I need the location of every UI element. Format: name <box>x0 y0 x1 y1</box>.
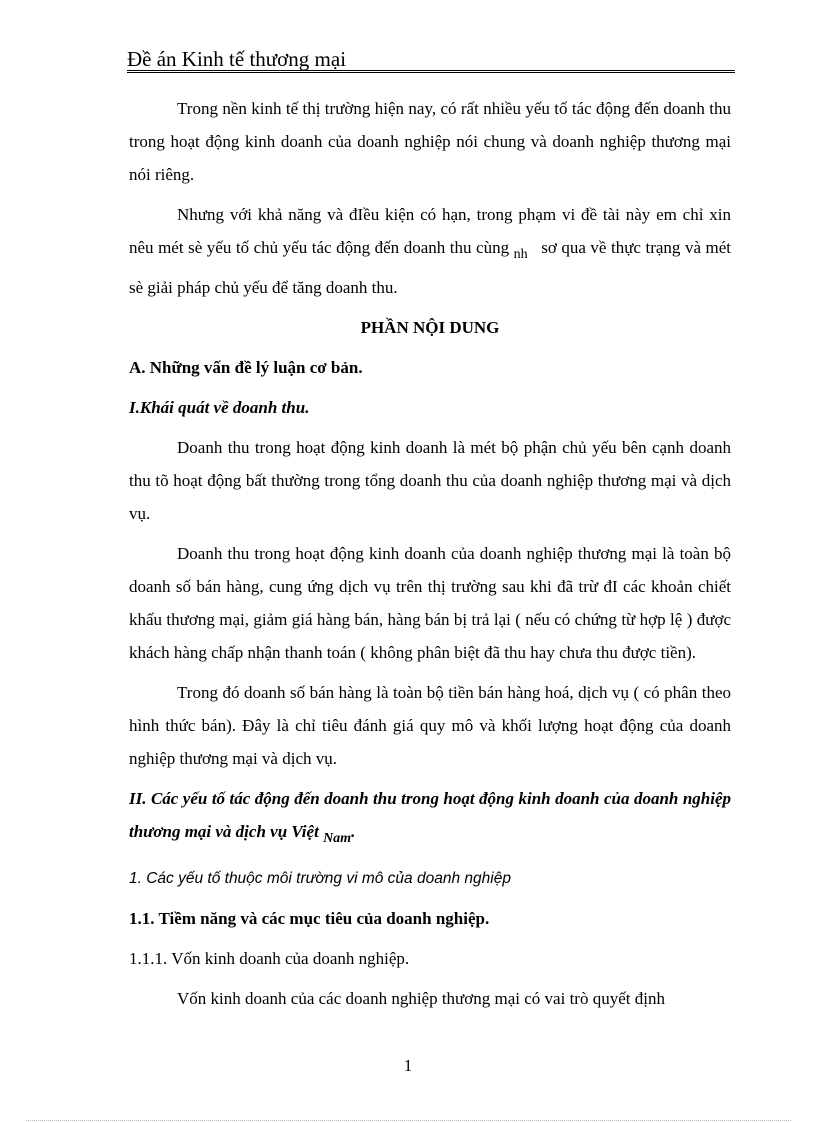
heading-section-ii-end: . <box>351 822 356 841</box>
page-header-title: Đề án Kinh tế thương mại <box>127 47 347 71</box>
paragraph-scope <box>129 198 731 304</box>
paragraph-revenue-detail: Doanh thu trong hoạt động kinh doanh của doanh nghiệp thương mại là toàn bộ doanh số bán hàng, cung ứng dịch vụ trên thị trường sau khi đã trừ đI các khoản chiết khấu thương mại, giảm giá hàng bán, hàng bán bị trả lại ( nếu có chứng từ hợp lệ ) được khách hàng chấp nhận thanh toán ( không phân biệt đã thu hay chưa thu được tiền). <box>129 544 731 662</box>
heading-subsection-1-1-1: 1.1.1. Vốn kinh doanh của doanh nghiệp. <box>129 949 410 968</box>
page-number: 1 <box>403 1056 413 1075</box>
paragraph-capital: Vốn kinh doanh của các doanh nghiệp thương mại có vai trò quyết định <box>177 989 665 1008</box>
heading-section-ii-subscript: Nam <box>323 831 352 846</box>
header-rule <box>127 70 735 73</box>
paragraph-scope-subscript: nh <box>513 247 528 262</box>
paragraph-intro: Trong nền kinh tế thị trường hiện nay, có rất nhiều yếu tố tác động đến doanh thu trong hoạt động kinh doanh của doanh nghiệp nói chung và doanh nghiệp thương mại nói riêng. <box>129 99 731 184</box>
heading-section-a: A. Những vấn đề lý luận cơ bản. <box>129 358 363 377</box>
paragraph-revenue-definition: Doanh thu trong hoạt động kinh doanh là mét bộ phận chủ yếu bên cạnh doanh thu tõ hoạt động bất thường trong tổng doanh thu của doanh nghiệp thương mại và dịch vụ. <box>129 438 731 523</box>
document-body <box>129 92 731 1022</box>
heading-section-i: I.Khái quát về doanh thu. <box>129 398 310 417</box>
heading-part-content: PHẦN NỘI DUNG <box>360 318 500 337</box>
page-bottom-border <box>26 1120 791 1121</box>
heading-section-ii-text: II. Các yếu tố tác động đến doanh thu trong hoạt động kinh doanh của doanh nghiệp thương mại và dịch vụ Việt <box>129 789 731 841</box>
paragraph-scope-part2: sơ qua về thực trạng và mét sè giải pháp chủ yếu để tăng doanh thu. <box>129 238 732 297</box>
heading-section-ii <box>129 782 731 855</box>
paragraph-sales: Trong đó doanh số bán hàng là toàn bộ tiền bán hàng hoá, dịch vụ ( có phân theo hình thức bán). Đây là chỉ tiêu đánh giá quy mô và khối lượng hoạt động của doanh nghiệp thương mại và dịch vụ. <box>129 683 731 768</box>
paragraph-scope-part1: Nhưng với khả năng và đIều kiện có hạn, trong phạm vi đề tài này em chỉ xin nêu mét sè yếu tố chủ yếu tác động đến doanh thu cùng <box>129 205 731 257</box>
heading-subsection-1-1: 1.1. Tiềm năng và các mục tiêu của doanh nghiệp. <box>129 909 490 928</box>
heading-subsection-1: 1. Các yếu tố thuộc môi trường vi mô của doanh nghiệp <box>129 870 511 887</box>
